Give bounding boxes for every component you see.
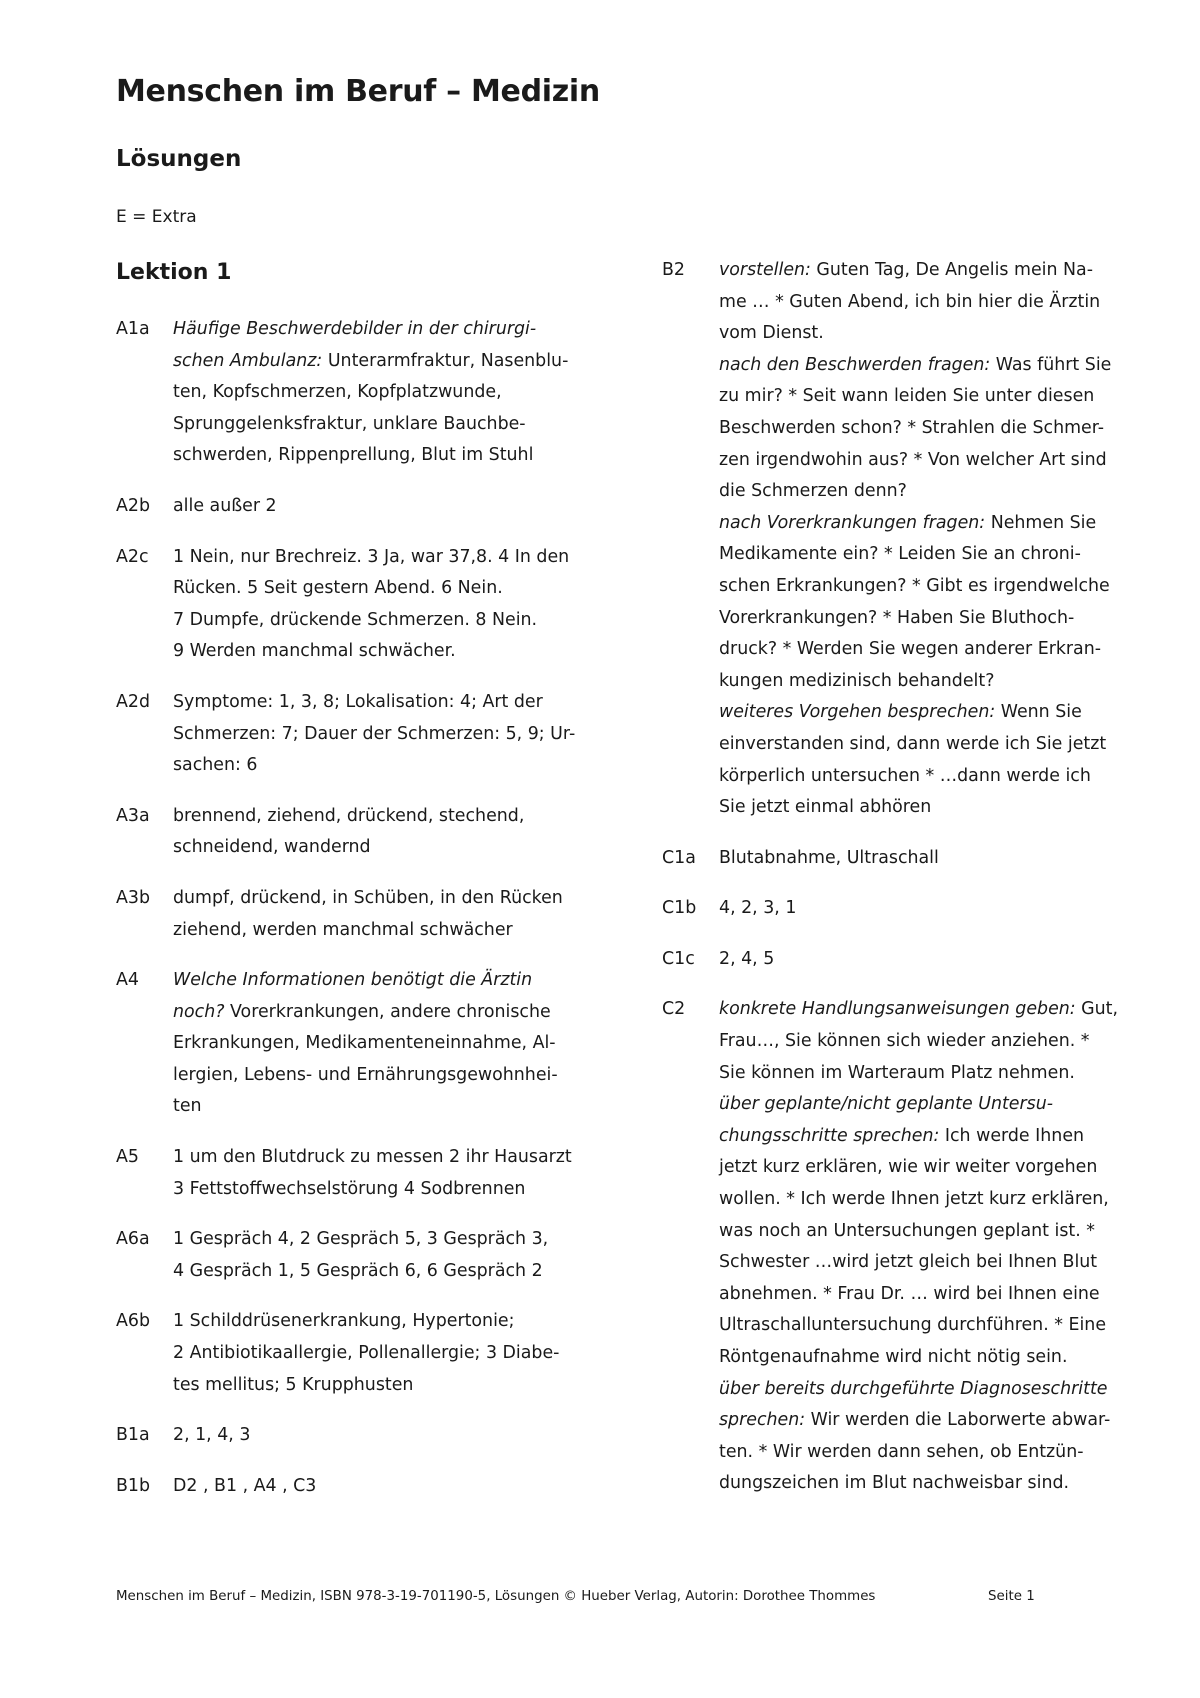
answer-line	[719, 445, 1139, 477]
answer-line	[719, 994, 1139, 1026]
exercise-label: A5	[116, 1147, 139, 1168]
answer-segment: 1 um den Blutdruck zu messen 2 ihr Hausarzt	[173, 1147, 572, 1168]
answer-line	[173, 883, 593, 915]
answer-segment: Schmerzen: 7; Dauer der Schmerzen: 5, 9; Ur-	[173, 723, 576, 744]
task-prompt-italic: Häufige Beschwerdebilder in der chirurgi-	[173, 319, 537, 339]
answer-segment: sachen: 6	[173, 755, 258, 776]
answer-segment: Sie jetzt einmal abhören	[719, 797, 932, 818]
answer-segment: Nehmen Sie	[985, 512, 1097, 533]
answer-line	[173, 915, 593, 947]
task-prompt-italic: weiteres Vorgehen besprechen:	[719, 702, 996, 723]
answer-text	[173, 965, 593, 1123]
lesson-heading: Lektion 1	[116, 260, 232, 285]
answer-segment: druck? * Werden Sie wegen anderer Erkran-	[719, 639, 1102, 660]
answer-line	[719, 1026, 1139, 1058]
answer-line	[719, 603, 1139, 635]
answer-line	[173, 1338, 593, 1370]
task-prompt-italic: vorstellen:	[719, 260, 811, 280]
answer-entry	[116, 1471, 596, 1503]
task-prompt-italic: über geplante/nicht geplante Untersu-	[719, 1094, 1053, 1115]
answer-line	[173, 346, 593, 378]
answer-segment: me … * Guten Abend, ich bin hier die Ärztin	[719, 291, 1101, 312]
task-prompt-italic: chungsschritte sprechen:	[719, 1125, 940, 1146]
answer-line	[173, 605, 593, 637]
answer-entry	[662, 994, 1142, 1500]
answer-segment: brennend, ziehend, drückend, stechend,	[173, 805, 525, 826]
answer-segment: 2, 1, 4, 3	[173, 1425, 251, 1446]
answer-segment: Sie können im Warteraum Platz nehmen.	[719, 1062, 1075, 1083]
task-prompt-italic: sprechen:	[719, 1410, 806, 1431]
exercise-label: B2	[662, 260, 685, 280]
answer-line	[719, 792, 1139, 824]
answer-segment: Medikamente ein? * Leiden Sie an chroni-	[719, 544, 1081, 565]
exercise-label: A2b	[116, 495, 151, 516]
answer-segment: 4, 2, 3, 1	[719, 898, 797, 919]
answer-line	[719, 1058, 1139, 1090]
answer-segment: dungszeichen im Blut nachweisbar sind.	[719, 1473, 1070, 1494]
answer-line	[173, 1224, 593, 1256]
exercise-label: C1b	[662, 898, 697, 919]
answer-line	[173, 801, 593, 833]
answer-segment: wollen. * Ich werde Ihnen jetzt kurz erklären,	[719, 1189, 1109, 1210]
answer-segment: alle außer 2	[173, 495, 277, 516]
answer-line	[719, 1089, 1139, 1121]
answer-line	[173, 409, 593, 441]
answer-line	[719, 1279, 1139, 1311]
answer-line	[719, 476, 1139, 508]
answer-entry	[116, 491, 596, 523]
answer-text	[173, 883, 593, 946]
answer-segment: ten. * Wir werden dann sehen, ob Entzün-	[719, 1441, 1084, 1462]
answer-line	[719, 1216, 1139, 1248]
answer-segment: zu mir? * Seit wann leiden Sie unter diesen	[719, 386, 1095, 407]
task-prompt-italic: Welche Informationen benötigt die Ärztin	[173, 970, 533, 991]
answer-line	[719, 1247, 1139, 1279]
answer-line	[719, 1121, 1139, 1153]
answer-entry	[116, 1420, 596, 1452]
answer-segment: Rücken. 5 Seit gestern Abend. 6 Nein.	[173, 578, 503, 599]
exercise-label: C1c	[662, 948, 695, 969]
answer-segment: abnehmen. * Frau Dr. … wird bei Ihnen eine	[719, 1283, 1100, 1304]
answer-line	[173, 1142, 593, 1174]
answer-line	[719, 761, 1139, 793]
answer-entry	[662, 843, 1142, 875]
task-prompt-italic: konkrete Handlungsanweisungen geben:	[719, 999, 1076, 1020]
answer-line	[173, 1174, 593, 1206]
answer-text	[719, 994, 1139, 1500]
answer-segment: die Schmerzen denn?	[719, 481, 907, 502]
answer-segment: Was führt Sie	[990, 354, 1112, 375]
answer-line	[719, 634, 1139, 666]
answer-segment: einverstanden sind, dann werde ich Sie jetzt	[719, 733, 1107, 754]
answer-text	[173, 801, 593, 864]
answer-segment: Beschwerden schon? * Strahlen die Schmer-	[719, 417, 1105, 438]
answer-line	[173, 491, 593, 523]
answer-line	[719, 539, 1139, 571]
answer-line	[173, 965, 593, 997]
exercise-label: A4	[116, 970, 139, 991]
answer-text	[719, 944, 1139, 976]
task-prompt-italic: über bereits durchgeführte Diagnoseschritte	[719, 1378, 1108, 1399]
answer-line	[719, 1342, 1139, 1374]
task-prompt-italic: nach den Beschwerden fragen:	[719, 354, 991, 375]
answer-line	[719, 255, 1139, 287]
answer-line	[719, 1405, 1139, 1437]
answer-segment: 7 Dumpfe, drückende Schmerzen. 8 Nein.	[173, 609, 538, 630]
answer-line	[173, 314, 593, 346]
exercise-label: C1a	[662, 847, 696, 868]
answer-segment: schneidend, wandernd	[173, 837, 371, 858]
answer-line	[719, 729, 1139, 761]
answer-segment: kungen medizinisch behandelt?	[719, 670, 995, 691]
answer-segment: ziehend, werden manchmal schwächer	[173, 919, 513, 940]
answer-segment: Schwester …wird jetzt gleich bei Ihnen Blut	[719, 1252, 1098, 1273]
answer-segment: Erkrankungen, Medikamenteneinnahme, Al-	[173, 1033, 556, 1054]
answer-entry	[116, 314, 596, 472]
exercise-label: A3b	[116, 887, 151, 908]
exercise-label: A1a	[116, 319, 150, 339]
exercise-label: B1b	[116, 1475, 151, 1496]
answer-line	[173, 1420, 593, 1452]
answer-line	[173, 1471, 593, 1503]
answer-text	[173, 1306, 593, 1401]
answer-segment: 4 Gespräch 1, 5 Gespräch 6, 6 Gespräch 2	[173, 1260, 543, 1281]
answer-text	[173, 491, 593, 523]
answer-line	[719, 287, 1139, 319]
answer-segment: 3 Fettstoffwechselstörung 4 Sodbrennen	[173, 1178, 526, 1199]
answer-line	[173, 1306, 593, 1338]
answer-line	[719, 893, 1139, 925]
answer-text	[719, 893, 1139, 925]
answer-text	[173, 1471, 593, 1503]
answer-text	[173, 1224, 593, 1287]
answer-entry	[116, 801, 596, 864]
answer-line	[719, 571, 1139, 603]
answer-segment: Vorerkrankungen? * Haben Sie Bluthoch-	[719, 607, 1075, 628]
answer-entry	[662, 944, 1142, 976]
answer-line	[719, 944, 1139, 976]
answer-line	[719, 381, 1139, 413]
answer-segment: Guten Tag, De Angelis mein Na-	[810, 260, 1093, 280]
answer-line	[719, 1468, 1139, 1500]
answer-line	[719, 1152, 1139, 1184]
answer-segment: 1 Nein, nur Brechreiz. 3 Ja, war 37,8. 4 In den	[173, 546, 570, 567]
answer-segment: schen Erkrankungen? * Gibt es irgendwelche	[719, 575, 1110, 596]
answer-line	[719, 318, 1139, 350]
answer-entry	[662, 255, 1142, 824]
answer-line	[719, 1310, 1139, 1342]
answer-line	[173, 542, 593, 574]
answer-line	[173, 440, 593, 472]
answer-line	[173, 1091, 593, 1123]
answer-segment: was noch an Untersuchungen geplant ist. *	[719, 1220, 1095, 1241]
exercise-label: A6b	[116, 1311, 151, 1332]
answer-segment: tes mellitus; 5 Krupphusten	[173, 1374, 414, 1395]
exercise-label: A2c	[116, 546, 149, 567]
answer-segment: Sprunggelenksfraktur, unklare Bauchbe-	[173, 413, 526, 434]
answer-entry	[662, 893, 1142, 925]
answer-entry	[116, 1224, 596, 1287]
answer-segment: Blutabnahme, Ultraschall	[719, 847, 939, 868]
answer-line	[173, 997, 593, 1029]
answer-segment: 2, 4, 5	[719, 948, 775, 969]
answer-line	[173, 1370, 593, 1402]
answer-line	[719, 697, 1139, 729]
answer-text	[173, 314, 593, 472]
legend-note: E = Extra	[116, 207, 197, 227]
answer-line	[173, 1256, 593, 1288]
answer-segment: körperlich untersuchen * …dann werde ich	[719, 765, 1091, 786]
footer-citation: Menschen im Beruf – Medizin, ISBN 978-3-19-701190-5, Lösungen © Hueber Verlag, Autorin: Dorothee Thommes	[116, 1589, 876, 1604]
answer-segment: 9 Werden manchmal schwächer.	[173, 641, 456, 662]
task-prompt-italic: noch?	[173, 1001, 225, 1022]
left-answer-column	[116, 314, 596, 1521]
answer-entry	[116, 883, 596, 946]
answer-line	[719, 1374, 1139, 1406]
answer-segment: vom Dienst.	[719, 323, 824, 344]
answer-text	[173, 542, 593, 668]
exercise-label: C2	[662, 999, 686, 1020]
answer-text	[173, 1142, 593, 1205]
answer-text	[719, 843, 1139, 875]
answer-text	[719, 255, 1139, 824]
task-prompt-italic: schen Ambulanz:	[173, 350, 323, 371]
answer-segment: schwerden, Rippenprellung, Blut im Stuhl	[173, 445, 534, 466]
answer-segment: Gut,	[1075, 999, 1119, 1020]
answer-segment: ten, Kopfschmerzen, Kopfplatzwunde,	[173, 382, 502, 403]
answer-entry	[116, 1142, 596, 1205]
exercise-label: B1a	[116, 1425, 150, 1446]
answer-entry	[116, 965, 596, 1123]
answer-text	[173, 687, 593, 782]
task-prompt-italic: nach Vorerkrankungen fragen:	[719, 512, 986, 533]
answer-entry	[116, 542, 596, 668]
answer-segment: lergien, Lebens- und Ernährungsgewohnhei-	[173, 1064, 558, 1085]
footer-page-number: Seite 1	[988, 1589, 1035, 1604]
answer-text	[173, 1420, 593, 1452]
answer-line	[173, 377, 593, 409]
exercise-label: A2d	[116, 691, 151, 712]
answer-segment: Wenn Sie	[995, 702, 1082, 723]
exercise-label: A6a	[116, 1229, 150, 1250]
answer-segment: dumpf, drückend, in Schüben, in den Rücken	[173, 887, 563, 908]
answer-segment: Röntgenaufnahme wird nicht nötig sein.	[719, 1347, 1068, 1367]
answer-segment: Unterarmfraktur, Nasenblu-	[322, 350, 569, 371]
answer-entry	[116, 1306, 596, 1401]
right-answer-column	[662, 255, 1142, 1519]
answer-segment: Symptome: 1, 3, 8; Lokalisation: 4; Art der	[173, 691, 543, 712]
answer-line	[173, 573, 593, 605]
answer-line	[173, 719, 593, 751]
answer-line	[719, 1437, 1139, 1469]
answer-line	[719, 508, 1139, 540]
document-title: Menschen im Beruf – Medizin	[116, 74, 600, 109]
answer-line	[173, 636, 593, 668]
answer-segment: 2 Antibiotikaallergie, Pollenallergie; 3 Diabe-	[173, 1343, 560, 1364]
answer-segment: Wir werden die Laborwerte abwar-	[805, 1410, 1111, 1431]
answer-segment: zen irgendwohin aus? * Von welcher Art sind	[719, 449, 1107, 470]
answer-segment: Ultraschalluntersuchung durchführen. * Eine	[719, 1315, 1107, 1336]
answer-segment: 1 Gespräch 4, 2 Gespräch 5, 3 Gespräch 3,	[173, 1229, 549, 1250]
answer-segment: ten	[173, 1096, 202, 1117]
answer-line	[173, 687, 593, 719]
answer-segment: 1 Schilddrüsenerkrankung, Hypertonie;	[173, 1311, 515, 1332]
answer-segment: Vorerkrankungen, andere chronische	[224, 1001, 551, 1022]
document-subtitle: Lösungen	[116, 146, 242, 172]
answer-line	[173, 750, 593, 782]
answer-segment: Ich werde Ihnen	[939, 1125, 1085, 1146]
answer-line	[719, 413, 1139, 445]
answer-line	[719, 350, 1139, 382]
answer-line	[719, 843, 1139, 875]
exercise-label: A3a	[116, 805, 150, 826]
answer-entry	[116, 687, 596, 782]
answer-line	[719, 1184, 1139, 1216]
answer-line	[173, 1060, 593, 1092]
answer-line	[173, 832, 593, 864]
answer-segment: jetzt kurz erklären, wie wir weiter vorgehen	[719, 1157, 1098, 1178]
answer-segment: Frau…, Sie können sich wieder anziehen. *	[719, 1031, 1090, 1052]
answer-line	[173, 1028, 593, 1060]
answer-segment: D2 , B1 , A4 , C3	[173, 1475, 317, 1496]
answer-line	[719, 666, 1139, 698]
